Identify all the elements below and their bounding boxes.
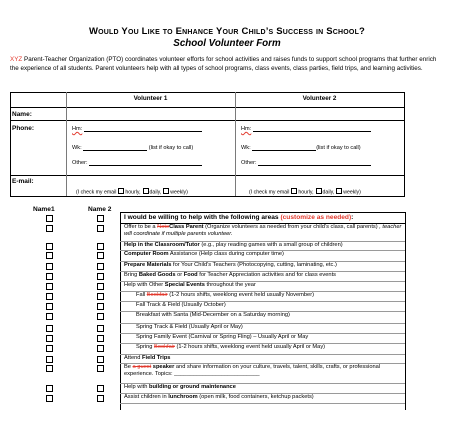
table-rule <box>10 107 405 108</box>
name2-checkbox[interactable] <box>97 365 104 372</box>
header-colon: : <box>351 214 354 221</box>
area-row <box>120 282 405 292</box>
work-label: Wk: <box>72 145 82 151</box>
other-label: Other: <box>72 160 88 166</box>
name2-checkbox[interactable] <box>97 252 104 259</box>
struck-text: Note <box>157 224 170 230</box>
area-text: Fall Track & Field (Usually October) <box>136 302 226 308</box>
area-text: Be <box>124 364 133 370</box>
area-keyword: Help in the Classroom/Tutor <box>124 242 200 248</box>
name1-checkbox[interactable] <box>46 385 53 392</box>
hourly-label: hourly, <box>125 189 141 196</box>
area-row <box>120 262 405 272</box>
volunteer-contact-table <box>10 92 405 196</box>
name1-checkbox[interactable] <box>46 283 53 290</box>
area-text: Help with <box>124 384 149 390</box>
write-line <box>89 159 202 166</box>
name1-checkbox[interactable] <box>46 335 53 342</box>
area-keyword: Field Trips <box>142 355 171 361</box>
area-row <box>120 355 405 364</box>
hourly-checkbox[interactable] <box>291 188 297 194</box>
area-row <box>120 344 405 355</box>
form-title: Would You Like to Enhance Your Child’s Success in School? <box>88 26 366 37</box>
table-border-left <box>10 92 11 196</box>
name1-checkbox[interactable] <box>46 252 53 259</box>
name1-checkbox[interactable] <box>46 263 53 270</box>
weekly-label: weekly) <box>343 189 361 196</box>
hourly-label: hourly, <box>298 189 314 196</box>
area-text: (1-2 hours shifts, weeklong event held usually November) <box>167 292 314 298</box>
work-label: Wk: <box>241 145 251 151</box>
name1-checkbox[interactable] <box>46 395 53 402</box>
daily-checkbox[interactable] <box>316 188 322 194</box>
name1-checkbox[interactable] <box>46 225 53 232</box>
name1-checkbox[interactable] <box>46 303 53 310</box>
form-subtitle: School Volunteer Form <box>173 38 281 49</box>
area-keyword: Food <box>183 272 198 278</box>
name1-checkbox[interactable] <box>46 273 53 280</box>
write-line <box>83 144 147 151</box>
area-keyword: Class Parent <box>169 224 204 230</box>
table-border-top <box>10 92 405 93</box>
area-row <box>120 242 405 251</box>
org-name: XYZ <box>10 56 23 63</box>
email-label: E-mail: <box>12 178 34 185</box>
weekly-checkbox[interactable] <box>163 188 169 194</box>
table-border-bottom <box>10 196 405 197</box>
write-line <box>258 159 371 166</box>
intro-text: Parent-Teacher Organization (PTO) coordinates volunteer efforts for school activities and raises funds to support school programs that further enrich the experience of all students. Parent volunteers help with all types of school programs, class events, class parties, field trips, and learning activities. <box>10 56 437 72</box>
home-label: Hm: <box>72 126 83 132</box>
name2-checkbox[interactable] <box>97 335 104 342</box>
area-text: (1-2 hours shifts, weeklong event held usually April or May) <box>174 344 326 350</box>
area-row <box>120 334 405 344</box>
name2-checkbox[interactable] <box>97 283 104 290</box>
area-row <box>120 272 405 282</box>
v2-work-phone-field[interactable] <box>241 144 361 151</box>
struck-text: a guest <box>132 364 152 370</box>
name2-checkbox[interactable] <box>97 313 104 320</box>
intro-paragraph <box>10 56 446 73</box>
weekly-label: weekly) <box>170 189 188 196</box>
weekly-checkbox[interactable] <box>336 188 342 194</box>
name2-checkbox[interactable] <box>97 273 104 280</box>
v2-email-preference <box>249 188 361 196</box>
area-row <box>120 292 405 302</box>
area-text: Offer to be a <box>124 224 158 230</box>
area-row <box>120 364 405 384</box>
name2-checkbox[interactable] <box>97 225 104 232</box>
area-row <box>120 312 405 324</box>
name1-checkbox[interactable] <box>46 243 53 250</box>
name1-checkbox[interactable] <box>46 365 53 372</box>
v2-other-phone-field[interactable] <box>241 159 371 166</box>
daily-label: daily, <box>149 189 162 196</box>
name2-column-header: Name 2 <box>88 206 112 213</box>
area-keyword: speaker <box>151 364 175 370</box>
home-label: Hm: <box>241 126 252 132</box>
write-line <box>253 125 371 132</box>
name1-checkbox[interactable] <box>46 345 53 352</box>
area-text: and share information on your culture, travels, talent, skills, crafts, or professional experience. Topics: ___________________________ <box>124 364 381 377</box>
table-border-right <box>404 92 405 196</box>
name2-checkbox[interactable] <box>97 325 104 332</box>
area-text: Assistance (Help class during computer time) <box>168 251 284 257</box>
area-keyword: Baked Goods <box>138 272 176 278</box>
areas-table-right <box>405 212 406 410</box>
phone-label: Phone: <box>12 125 35 132</box>
v2-home-phone-field[interactable] <box>241 125 371 132</box>
customize-note: (customize as needed) <box>280 214 352 221</box>
area-text: (open milk, food containers, ketchup packets) <box>197 394 314 400</box>
table-rule <box>10 175 405 176</box>
name2-checkbox[interactable] <box>97 356 104 363</box>
area-row <box>120 251 405 262</box>
area-keyword: Prepare Materials <box>124 262 172 268</box>
v1-work-phone-field[interactable] <box>72 144 193 151</box>
call-note: (list if okay to call) <box>148 145 194 151</box>
table-column-rule <box>66 92 67 196</box>
area-row <box>120 224 405 242</box>
area-text: Attend <box>124 355 143 361</box>
area-row <box>120 384 405 394</box>
table-column-rule <box>235 92 236 196</box>
area-text: or <box>175 272 184 278</box>
area-keyword: building or ground maintenance <box>148 384 236 390</box>
areas-header <box>120 213 405 224</box>
struck-text: Bookfair <box>146 292 168 298</box>
write-line <box>84 125 202 132</box>
area-text: for Your Child’s Teachers (Photocopying, cutting, laminating, etc.) <box>171 262 337 268</box>
area-text: Assist children in <box>124 394 169 400</box>
name2-checkbox[interactable] <box>97 303 104 310</box>
area-text: Spring <box>136 344 155 350</box>
area-text: Spring Family Event (Carnival or Spring Fling) – Usually April or May <box>136 334 309 340</box>
v1-other-phone-field[interactable] <box>72 159 202 166</box>
area-keyword: Special Events <box>164 282 205 288</box>
daily-checkbox[interactable] <box>143 188 149 194</box>
name1-checkbox[interactable] <box>46 293 53 300</box>
area-keyword: lunchroom <box>168 394 198 400</box>
area-text: (e.g., play reading games with a small group of children) <box>199 242 343 248</box>
name2-checkbox[interactable] <box>97 263 104 270</box>
v1-home-phone-field[interactable] <box>72 125 202 132</box>
name2-checkbox[interactable] <box>97 385 104 392</box>
name2-checkbox[interactable] <box>97 293 104 300</box>
v1-email-preference <box>76 188 188 196</box>
name1-checkbox[interactable] <box>46 356 53 363</box>
struck-text: Bookfair <box>154 344 175 350</box>
area-note: , teacher will coordinate if multiple parents volunteer. <box>124 224 402 237</box>
call-note: (list if okay to call) <box>316 145 361 151</box>
areas-header-text: I would be willing to help with the following areas <box>124 214 279 221</box>
area-text: Help with Other <box>124 282 165 288</box>
hourly-checkbox[interactable] <box>118 188 124 194</box>
name1-checkbox[interactable] <box>46 215 53 222</box>
area-keyword: Computer Room <box>124 251 169 257</box>
name2-checkbox[interactable] <box>97 345 104 352</box>
name-label: Name: <box>12 111 32 118</box>
other-label: Other: <box>241 160 257 166</box>
name2-checkbox[interactable] <box>97 215 104 222</box>
area-text: Breakfast with Santa (Mid-December on a Saturday morning) <box>136 312 290 318</box>
write-line <box>252 144 316 151</box>
area-text: Spring Track & Field (Usually April or May) <box>136 324 243 330</box>
name2-checkbox[interactable] <box>97 395 104 402</box>
daily-label: daily, <box>322 189 335 196</box>
area-text: throughout the year <box>204 282 256 288</box>
area-row <box>120 302 405 312</box>
area-text: (Organize volunteers as needed from your child’s class, call parents) <box>203 224 380 230</box>
name1-column-header: Name1 <box>33 206 55 213</box>
name1-checkbox[interactable] <box>46 325 53 332</box>
area-row <box>120 324 405 334</box>
name2-checkbox[interactable] <box>97 243 104 250</box>
volunteer1-header: Volunteer 1 <box>133 95 168 102</box>
volunteer2-header: Volunteer 2 <box>302 95 337 102</box>
area-row <box>120 394 405 404</box>
pref-intro: (I check my email <box>249 189 290 196</box>
area-text: Fall <box>136 292 147 298</box>
pref-intro: (I check my email <box>76 189 117 196</box>
area-text: Bring <box>124 272 139 278</box>
table-rule <box>10 120 405 121</box>
area-text: for Teacher Appreciation activities and for class events <box>197 272 337 278</box>
name1-checkbox[interactable] <box>46 313 53 320</box>
